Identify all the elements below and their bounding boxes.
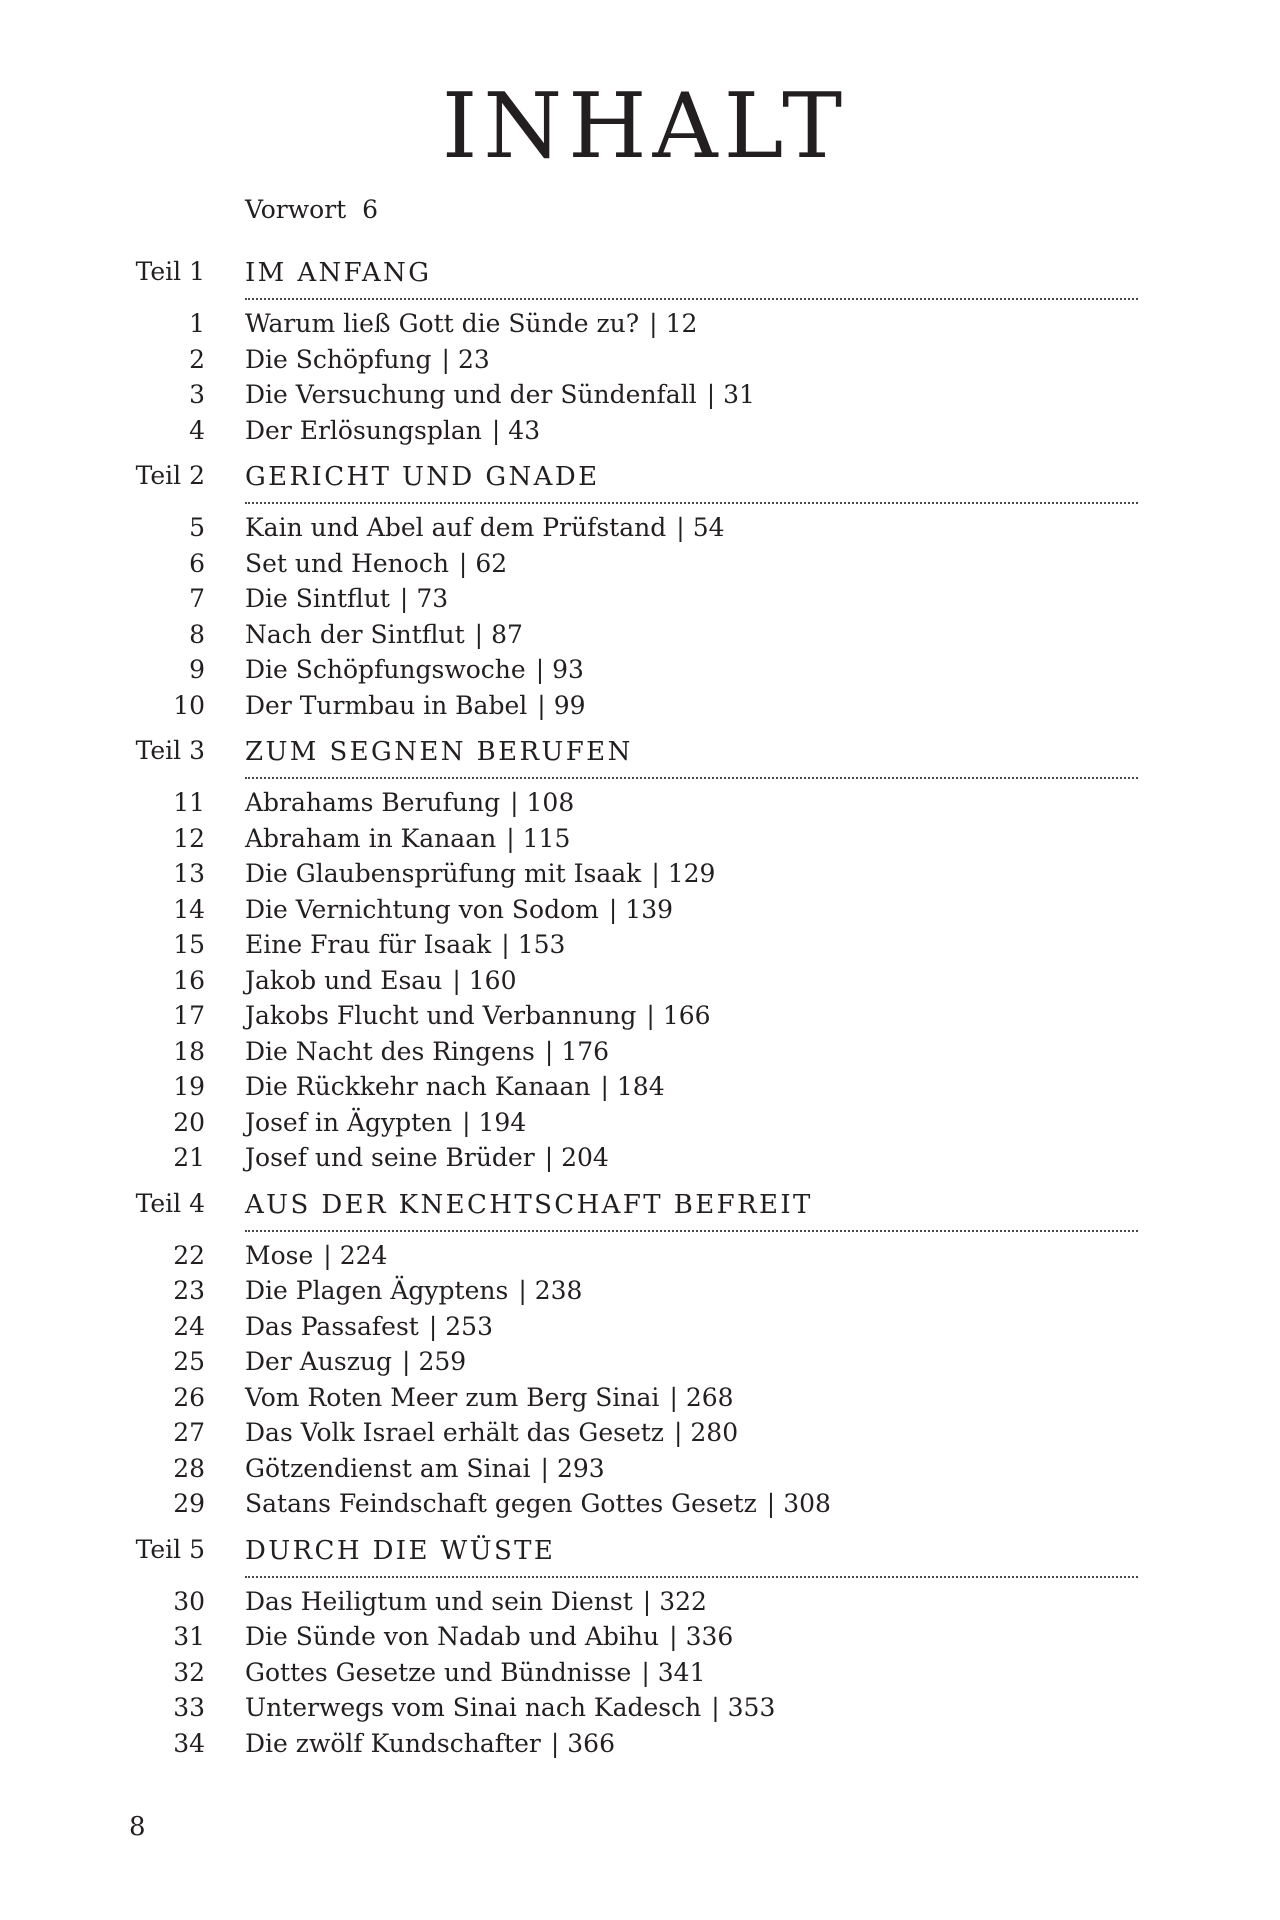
toc-part-heading	[0, 458, 1280, 510]
chapter-page: 204	[561, 1143, 609, 1172]
page-separator: |	[646, 1001, 655, 1030]
chapter-title: Kain und Abel auf dem Prüfstand	[245, 513, 667, 542]
toc-chapter-entry	[0, 1655, 1280, 1691]
page-separator: |	[323, 1240, 332, 1270]
toc-entry-vorwort	[0, 192, 1280, 244]
page-separator: |	[399, 584, 409, 613]
chapter-title: Die Glaubensprüfung mit Isaak	[245, 859, 642, 888]
page-separator: |	[501, 930, 510, 959]
page-separator: |	[651, 859, 660, 888]
toc-chapter-entry	[0, 892, 1280, 928]
page-separator: |	[518, 1276, 527, 1305]
chapter-title: Die Rückkehr nach Kanaan	[245, 1072, 591, 1101]
chapter-number: 34	[173, 1728, 205, 1758]
chapter-title: Josef und seine Brüder	[245, 1143, 535, 1172]
chapter-page: 176	[561, 1036, 610, 1066]
chapter-page: 73	[416, 584, 449, 613]
chapter-page: 31	[723, 380, 755, 409]
chapter-page: 93	[552, 655, 584, 684]
part-label: Teil 3	[135, 736, 205, 765]
chapter-number: 11	[173, 788, 205, 817]
chapter-title: Das Heiligtum und sein Dienst	[245, 1586, 633, 1616]
chapter-number: 15	[173, 930, 205, 959]
chapter-page: 99	[553, 690, 586, 720]
page-separator: |	[608, 894, 618, 924]
chapter-page: 353	[727, 1693, 776, 1722]
page-separator: |	[711, 1693, 720, 1722]
chapter-number: 27	[173, 1418, 205, 1447]
page-separator: |	[506, 823, 515, 853]
chapter-title: Die Vernichtung von Sodom	[245, 894, 599, 924]
page-separator: |	[544, 1036, 554, 1066]
chapter-number: 17	[173, 1001, 205, 1030]
page-separator: |	[462, 1107, 471, 1137]
chapter-number: 12	[173, 823, 205, 853]
chapter-number: 6	[189, 548, 205, 578]
chapter-title: Der Auszug	[245, 1347, 392, 1376]
chapter-page: 268	[685, 1382, 734, 1412]
part-label: Teil 5	[135, 1534, 205, 1564]
page-number: 8	[129, 1812, 146, 1842]
table-of-contents	[0, 192, 1280, 1761]
chapter-page: 280	[690, 1418, 739, 1447]
toc-chapter-entry	[0, 306, 1280, 342]
toc-chapter-entry	[0, 546, 1280, 582]
chapter-page: 341	[657, 1657, 706, 1687]
page-separator: |	[706, 380, 716, 409]
toc-part-heading	[0, 254, 1280, 306]
page-separator: |	[544, 1143, 554, 1172]
toc-chapter-entry	[0, 1380, 1280, 1416]
chapter-number: 21	[173, 1143, 205, 1172]
toc-chapter-entry	[0, 1238, 1280, 1274]
chapter-title: Eine Frau für Isaak	[245, 930, 492, 959]
chapter-page: 366	[567, 1728, 615, 1758]
chapter-number: 32	[173, 1657, 205, 1687]
page-separator: |	[491, 415, 501, 445]
dotted-divider	[245, 1576, 1138, 1578]
chapter-number: 2	[189, 344, 205, 374]
page-separator: |	[452, 965, 461, 995]
chapter-title: Satans Feindschaft gegen Gottes Gesetz	[245, 1489, 757, 1518]
chapter-title: Abraham in Kanaan	[245, 823, 497, 853]
chapter-page: 336	[685, 1622, 734, 1651]
toc-chapter-entry	[0, 1034, 1280, 1070]
vorwort-page: 6	[362, 195, 379, 224]
toc-part-heading	[0, 1532, 1280, 1584]
chapter-number: 24	[173, 1311, 205, 1341]
chapter-number: 23	[173, 1276, 205, 1305]
chapter-page: 153	[517, 930, 566, 959]
toc-chapter-entry	[0, 1105, 1280, 1141]
page-separator: |	[641, 1657, 650, 1687]
chapter-number: 22	[173, 1240, 205, 1270]
chapter-number: 18	[173, 1036, 205, 1066]
toc-chapter-entry	[0, 998, 1280, 1034]
chapter-number: 14	[173, 894, 205, 924]
chapter-number: 28	[173, 1453, 205, 1483]
chapter-page: 238	[534, 1276, 583, 1305]
chapter-title: Die Versuchung und der Sündenfall	[245, 380, 697, 409]
dotted-divider	[245, 298, 1138, 300]
toc-chapter-entry	[0, 617, 1280, 653]
page-separator: |	[676, 513, 685, 542]
chapter-page: 308	[783, 1489, 831, 1518]
chapter-number: 3	[189, 380, 205, 409]
page-separator: |	[550, 1728, 560, 1758]
page-separator: |	[669, 1622, 678, 1651]
chapter-page: 43	[508, 415, 541, 445]
chapter-page: 129	[667, 859, 716, 888]
chapter-title: Vom Roten Meer zum Berg Sinai	[245, 1382, 660, 1412]
page-title: INHALT	[441, 74, 849, 179]
chapter-number: 5	[189, 513, 205, 542]
part-title: DURCH DIE WÜSTE	[245, 1535, 556, 1566]
chapter-page: 87	[491, 619, 523, 649]
toc-chapter-entry	[0, 342, 1280, 378]
part-title: GERICHT UND GNADE	[245, 462, 600, 492]
chapter-title: Die Nacht des Ringens	[245, 1036, 535, 1066]
part-label: Teil 1	[135, 257, 205, 286]
toc-chapter-entry	[0, 377, 1280, 413]
chapter-number: 19	[173, 1072, 205, 1101]
chapter-page: 62	[475, 548, 508, 578]
chapter-page: 224	[339, 1240, 388, 1270]
dotted-divider	[245, 502, 1138, 504]
chapter-title: Die zwölf Kundschafter	[245, 1728, 541, 1758]
chapter-number: 16	[173, 965, 205, 995]
chapter-page: 293	[556, 1453, 605, 1483]
page-separator: |	[537, 690, 546, 720]
toc-chapter-entry	[0, 1273, 1280, 1309]
chapter-page: 54	[692, 513, 725, 542]
toc-chapter-entry	[0, 1726, 1280, 1762]
page-separator: |	[649, 309, 658, 338]
toc-chapter-entry	[0, 1415, 1280, 1451]
toc-chapter-entry	[0, 1619, 1280, 1655]
chapter-title: Die Schöpfungswoche	[245, 655, 526, 684]
chapter-title: Unterwegs vom Sinai nach Kadesch	[245, 1693, 702, 1722]
chapter-number: 1	[189, 309, 205, 338]
chapter-page: 184	[616, 1072, 665, 1101]
page-separator: |	[510, 788, 519, 817]
page-separator: |	[474, 619, 484, 649]
page-separator: |	[535, 655, 545, 684]
chapter-title: Der Erlösungsplan	[245, 415, 482, 445]
chapter-page: 108	[526, 788, 575, 817]
chapter-number: 25	[173, 1347, 205, 1376]
toc-chapter-entry	[0, 1690, 1280, 1726]
chapter-number: 7	[189, 584, 205, 613]
page-separator: |	[441, 344, 450, 374]
chapter-title: Warum ließ Gott die Sünde zu?	[245, 309, 640, 338]
chapter-title: Die Plagen Ägyptens	[245, 1276, 509, 1305]
chapter-number: 29	[173, 1489, 205, 1518]
toc-part-heading	[0, 733, 1280, 785]
chapter-page: 194	[478, 1107, 527, 1137]
toc-chapter-entry	[0, 1309, 1280, 1345]
toc-chapter-entry	[0, 652, 1280, 688]
part-title: IM ANFANG	[245, 258, 432, 288]
toc-chapter-entry	[0, 1140, 1280, 1176]
part-label: Teil 2	[135, 461, 205, 490]
chapter-title: Mose	[245, 1240, 314, 1270]
chapter-title: Die Sünde von Nadab und Abihu	[245, 1622, 660, 1651]
chapter-number: 4	[189, 415, 205, 445]
chapter-title: Jakob und Esau	[245, 965, 443, 995]
toc-chapter-entry	[0, 1584, 1280, 1620]
page-separator: |	[458, 548, 468, 578]
page-separator: |	[428, 1311, 438, 1341]
chapter-page: 160	[468, 965, 517, 995]
chapter-number: 20	[173, 1107, 205, 1137]
page-separator: |	[600, 1072, 609, 1101]
dotted-divider	[245, 1230, 1138, 1232]
dotted-divider	[245, 777, 1138, 779]
page-separator: |	[766, 1489, 776, 1518]
chapter-title: Josef in Ägypten	[245, 1107, 453, 1137]
toc-chapter-entry	[0, 927, 1280, 963]
chapter-number: 9	[189, 655, 205, 684]
chapter-title: Götzendienst am Sinai	[245, 1453, 531, 1483]
toc-part-heading	[0, 1186, 1280, 1238]
chapter-number: 26	[173, 1382, 205, 1412]
chapter-number: 33	[173, 1693, 205, 1722]
toc-chapter-entry	[0, 963, 1280, 999]
chapter-title: Das Passafest	[245, 1311, 419, 1341]
chapter-title: Die Sintflut	[245, 584, 390, 613]
page-separator: |	[540, 1453, 549, 1483]
part-label: Teil 4	[135, 1188, 205, 1218]
chapter-page: 23	[457, 344, 490, 374]
chapter-title: Set und Henoch	[245, 548, 449, 578]
chapter-page: 322	[659, 1586, 707, 1616]
chapter-title: Abrahams Berufung	[245, 788, 501, 817]
chapter-title: Jakobs Flucht und Verbannung	[245, 1001, 637, 1030]
page-separator: |	[669, 1382, 678, 1412]
toc-chapter-entry	[0, 856, 1280, 892]
toc-chapter-entry	[0, 821, 1280, 857]
toc-chapter-entry	[0, 1344, 1280, 1380]
toc-chapter-entry	[0, 1451, 1280, 1487]
chapter-number: 31	[173, 1622, 205, 1651]
toc-chapter-entry	[0, 688, 1280, 724]
chapter-title: Die Schöpfung	[245, 344, 432, 374]
page-separator: |	[402, 1347, 411, 1376]
chapter-page: 139	[625, 894, 674, 924]
chapter-page: 166	[662, 1001, 711, 1030]
chapter-page: 12	[665, 309, 698, 338]
part-title: ZUM SEGNEN BERUFEN	[245, 737, 633, 767]
toc-chapter-entry	[0, 1486, 1280, 1522]
chapter-page: 253	[445, 1311, 493, 1341]
chapter-number: 30	[173, 1586, 205, 1616]
part-title: AUS DER KNECHTSCHAFT BEFREIT	[245, 1189, 813, 1220]
toc-chapter-entry	[0, 1069, 1280, 1105]
toc-chapter-entry	[0, 510, 1280, 546]
toc-chapter-entry	[0, 413, 1280, 449]
chapter-title: Der Turmbau in Babel	[245, 690, 528, 720]
chapter-title: Gottes Gesetze und Bündnisse	[245, 1657, 632, 1687]
chapter-title: Das Volk Israel erhält das Gesetz	[245, 1418, 664, 1447]
chapter-number: 10	[173, 690, 205, 720]
toc-chapter-entry	[0, 581, 1280, 617]
toc-chapter-entry	[0, 785, 1280, 821]
chapter-title: Nach der Sintflut	[245, 619, 465, 649]
chapter-number: 13	[173, 859, 205, 888]
page-separator: |	[642, 1586, 652, 1616]
page-separator: |	[673, 1418, 683, 1447]
chapter-number: 8	[189, 619, 205, 649]
vorwort-label: Vorwort	[245, 195, 347, 224]
chapter-page: 259	[418, 1347, 467, 1376]
chapter-page: 115	[522, 823, 571, 853]
